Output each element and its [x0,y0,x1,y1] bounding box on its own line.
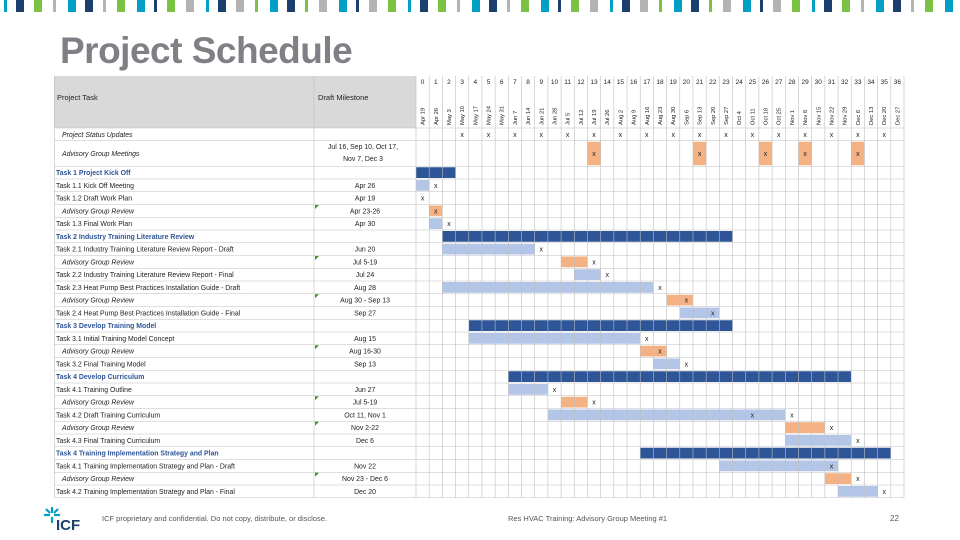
milestone-text: Apr 30 [354,221,376,229]
top-bar-segment [68,0,76,12]
milestone-x-mark: x [697,131,702,139]
top-bar-segment [824,0,832,12]
week-date: Jun 14 [526,107,533,125]
week-number: 13 [590,79,598,86]
top-bar-segment [541,0,549,12]
week-date: Sep 13 [697,106,704,125]
week-date: Aug 16 [644,106,651,125]
task-label: Task 4.1 Training Implementation Strategy and Plan - Draft [56,463,235,471]
top-bar-segment [842,0,850,12]
top-bar-segment [610,0,613,12]
milestone-x-mark: x [856,151,860,158]
top-bar-segment [925,0,933,12]
gantt-bar [719,461,838,472]
week-number: 34 [867,79,875,86]
milestone-x-mark: x [460,131,464,139]
task-label: Advisory Group Meetings [62,151,140,158]
milestone-x-mark: x [829,131,834,139]
top-bar-segment [255,0,258,12]
page-title: Project Schedule [60,30,353,71]
week-number: 2 [447,79,451,86]
milestone-x-mark: x [882,488,886,496]
week-number: 4 [473,79,478,86]
week-date: Oct 25 [776,107,783,125]
week-date: Oct 11 [750,108,757,125]
top-bar-segment [103,0,106,12]
week-date: May 31 [499,105,506,125]
week-number: 32 [841,79,849,86]
top-bar-segment [339,0,347,12]
project-schedule-gantt [54,76,904,496]
week-date: Dec 20 [882,106,889,125]
cell-comment-marker [315,294,319,298]
task-label: Task 1.2 Draft Work Plan [56,195,133,203]
week-date: Nov 1 [789,109,796,125]
week-number: 27 [775,79,783,86]
milestone-x-mark: x [539,131,544,139]
milestone-x-mark: x [803,151,807,158]
milestone-text: Aug 28 [354,284,376,292]
top-bar-segment [53,0,56,12]
header-milestone-column: Draft Milestone [318,93,369,102]
week-number: 19 [669,79,677,86]
week-number: 20 [682,79,690,86]
milestone-x-mark: x [790,412,794,420]
top-bar-segment [408,0,411,12]
milestone-text: Sep 13 [354,361,376,369]
week-number: 6 [499,79,504,86]
week-date: Aug 9 [631,109,638,125]
week-date: Jun 21 [539,107,546,125]
week-date: Nov 29 [842,106,849,125]
milestone-x-mark: x [856,131,860,139]
task-label: Task 4.2 Draft Training Curriculum [56,412,161,420]
task-label: Advisory Group Review [62,399,134,407]
week-date: Jul 26 [605,109,612,125]
milestone-text: Jul 5-19 [352,399,378,407]
task-label: Task 3 Develop Training Model [56,323,157,331]
week-date: May 10 [460,105,467,125]
milestone-x-mark: x [711,310,715,318]
week-number: 15 [616,79,625,86]
milestone-x-mark: x [605,272,609,280]
week-date: Jul 5 [565,112,572,125]
week-date: Nov 15 [816,106,823,125]
week-date: Sep 27 [723,106,730,125]
week-number: 12 [577,79,585,86]
cell-comment-marker [315,396,319,400]
milestone-text: Dec 6 [355,437,375,445]
milestone-x-mark: x [829,463,834,471]
week-date: Jun 7 [512,110,519,125]
top-bar-segment [186,0,194,12]
week-date: Jul 19 [592,109,599,125]
milestone-x-mark: x [592,259,596,267]
gantt-bar [429,218,442,229]
milestone-x-mark: x [750,412,755,420]
gantt-bar [508,384,548,395]
top-bar-segment [117,0,125,12]
top-bar-segment [743,0,751,12]
top-bar-segment [472,0,480,12]
week-date: Aug 2 [618,109,625,125]
top-bar-segment [622,0,630,12]
icf-logo [42,504,92,532]
week-number: 36 [893,79,902,86]
top-bar-segment [876,0,884,12]
top-bar-segment [270,0,278,12]
task-label: Task 1 Project Kick Off [56,170,131,178]
top-bar-segment [659,0,662,12]
week-number: 16 [630,79,638,86]
task-label: Task 1.3 Final Work Plan [56,221,133,229]
header-task-column: Project Task [57,93,98,102]
task-label: Task 4.2 Training Implementation Strategy and Plan - Final [56,488,235,496]
top-bar-segment [691,0,699,12]
page-number: 22 [890,514,899,523]
header-background [54,76,416,128]
task-label: Project Status Updates [62,131,133,139]
task-label: Advisory Group Review [62,348,134,356]
top-bar-segment [709,0,712,12]
top-bar-segment [34,0,42,12]
milestone-text: Apr 23-26 [349,208,381,216]
week-number: 7 [513,79,517,86]
top-bar-segment [945,0,953,12]
task-label: Task 2.2 Industry Training Literature Review Report - Final [56,272,234,280]
milestone-x-mark: x [671,131,675,139]
week-date: Jun 28 [552,107,559,125]
milestone-x-mark: x [724,131,728,139]
top-bar-segment [558,0,561,12]
milestone-text: Apr 26 [354,182,376,190]
task-label: Advisory Group Review [62,297,134,305]
week-date: Apr 19 [420,107,427,125]
top-bar-segment [489,0,497,12]
gantt-bar [416,167,456,178]
gantt-bar [640,448,891,459]
top-bar-segment [369,0,377,12]
week-number: 11 [564,79,572,86]
milestone-text: Dec 20 [354,488,376,496]
week-number: 8 [526,79,530,86]
gantt-bar [785,422,825,433]
milestone-x-mark: x [829,425,834,433]
top-bar-segment [236,0,244,12]
week-date: May 24 [486,105,493,125]
top-bar-segment [812,0,815,12]
milestone-text: Aug 16-30 [349,348,381,356]
week-date: Dec 6 [855,109,862,125]
week-date: Dec 27 [895,106,902,125]
milestone-x-mark: x [803,131,807,139]
milestone-x-mark: x [658,284,662,292]
task-label: Task 1.1 Kick Off Meeting [56,182,134,190]
top-bar-segment [319,0,327,12]
week-number: 35 [880,79,888,86]
week-date: Sep 6 [684,109,691,125]
task-label: Task 3.2 Final Training Model [56,361,146,369]
logo-text: ICF [56,517,81,534]
task-label: Task 2 Industry Training Literature Review [56,233,195,241]
task-label: Task 4.1 Training Outline [56,386,132,394]
week-number: 31 [827,79,836,86]
week-date: Oct 18 [763,107,770,125]
task-label: Advisory Group Review [62,476,134,484]
week-number: 23 [722,79,730,86]
decorative-top-bar [0,0,960,12]
top-bar-segment [287,0,295,12]
milestone-text: Nov 2-22 [351,425,379,433]
week-number: 33 [854,79,862,86]
top-bar-segment [218,0,226,12]
top-bar-segment [137,0,145,12]
week-date: Aug 30 [671,106,678,125]
footer-confidential: ICF proprietary and confidential. Do not copy, distribute, or disclose. [102,514,327,523]
week-number: 0 [420,79,425,86]
milestone-text: Apr 19 [354,195,376,203]
week-date: Apr 26 [433,107,440,125]
milestone-x-mark: x [513,131,517,139]
week-number: 29 [801,79,809,86]
week-number: 30 [814,79,822,86]
milestone-x-mark: x [592,399,596,407]
milestone-x-mark: x [645,335,649,343]
week-number: 22 [709,79,717,86]
cell-comment-marker [315,205,319,209]
milestone-text: Jun 27 [354,386,376,394]
week-date: Sep 20 [710,106,717,125]
milestone-x-mark: x [486,131,491,139]
week-number: 9 [539,79,544,86]
week-number: 5 [486,79,491,86]
milestone-x-mark: x [776,131,781,139]
milestone-text: Nov 22 [354,463,376,471]
top-bar-segment [438,0,446,12]
gantt-bar [469,333,640,344]
milestone-text: Oct 11, Nov 1 [344,412,386,420]
top-bar-segment [16,0,24,12]
task-label: Task 2.4 Heat Pump Best Practices Installation Guide - Final [56,310,241,318]
task-label: Task 2.1 Industry Training Literature Review Report - Draft [56,246,234,254]
milestone-x-mark: x [763,151,768,158]
milestone-x-mark: x [684,361,689,369]
milestone-x-mark: x [552,386,557,394]
week-number: 28 [788,79,796,86]
cell-comment-marker [315,345,319,349]
top-bar-segment [85,0,93,12]
week-date: Aug 23 [658,106,664,125]
top-bar-segment [893,0,901,12]
top-bar-segment [571,0,579,12]
milestone-text: Sep 27 [354,310,376,318]
milestone-text: Nov 7, Dec 3 [343,155,383,163]
top-bar-segment [723,0,731,12]
milestone-text: Jul 24 [355,272,375,280]
task-label: Advisory Group Review [62,259,134,267]
milestone-x-mark: x [856,476,860,484]
top-bar-segment [590,0,598,12]
week-date: Nov 22 [829,106,836,125]
cell-comment-marker [315,422,319,426]
week-number: 24 [735,79,743,86]
task-label: Advisory Group Review [62,425,134,433]
cell-comment-marker [315,256,319,260]
week-number: 21 [695,79,704,86]
milestone-x-mark: x [434,208,438,216]
top-bar-segment [420,0,428,12]
top-bar-segment [792,0,800,12]
top-bar-segment [674,0,682,12]
milestone-x-mark: x [684,297,689,305]
top-bar-segment [154,0,157,12]
milestone-x-mark: x [645,131,649,139]
week-number: 1 [433,79,438,86]
milestone-x-mark: x [882,131,886,139]
week-date: May 3 [446,109,453,125]
top-bar-segment [305,0,308,12]
task-label: Task 4 Develop Curriculum [56,374,145,382]
milestone-x-mark: x [592,151,596,158]
milestone-text: Aug 30 - Sep 13 [340,297,390,305]
gantt-bar [785,435,851,446]
week-date: Jul 12 [578,109,585,125]
top-bar-segment [911,0,914,12]
milestone-x-mark: x [856,437,860,445]
milestone-x-mark: x [658,348,662,356]
week-number: 18 [656,79,664,86]
milestone-x-mark: x [434,182,438,190]
task-label: Task 4 Training Implementation Strategy and Plan [56,450,219,458]
top-bar-segment [507,0,510,12]
milestone-text: Jun 20 [354,246,376,254]
task-label: Task 4.3 Final Training Curriculum [56,437,161,445]
gantt-bar [442,244,534,255]
week-date: Nov 8 [803,109,810,125]
week-date: Dec 13 [869,106,876,125]
top-bar-segment [760,0,763,12]
top-bar-segment [861,0,864,12]
week-number: 14 [603,79,611,86]
milestone-x-mark: x [697,151,702,158]
top-bar-segment [388,0,396,12]
milestone-x-mark: x [565,131,570,139]
week-date: Oct 4 [737,111,744,125]
top-bar-segment [4,0,7,12]
top-bar-segment [521,0,529,12]
top-bar-segment [773,0,781,12]
top-bar-segment [167,0,175,12]
milestone-text: Aug 15 [354,335,376,343]
milestone-text: Nov 23 - Dec 6 [342,476,388,484]
footer-meeting-title: Res HVAC Training: Advisory Group Meeting #1 [508,514,668,523]
week-number: 3 [460,79,464,86]
milestone-x-mark: x [447,221,451,229]
top-bar-segment [206,0,209,12]
task-label: Task 2.3 Heat Pump Best Practices Installation Guide - Draft [56,284,241,292]
top-bar-segment [457,0,460,12]
milestone-x-mark: x [539,246,544,254]
week-number: 26 [761,79,770,86]
milestone-text: Jul 16, Sep 10, Oct 17, [327,143,399,151]
week-number: 17 [643,79,651,86]
task-label: Task 3.1 Initial Training Model Concept [56,335,175,343]
task-label: Advisory Group Review [62,208,134,216]
milestone-x-mark: x [750,131,755,139]
week-date: May 17 [473,105,480,125]
milestone-x-mark: x [592,131,596,139]
milestone-x-mark: x [420,195,425,203]
milestone-text: Jul 5-19 [352,259,378,267]
top-bar-segment [640,0,648,12]
top-bar-segment [356,0,359,12]
week-number: 25 [748,79,756,86]
gantt-bar [416,180,429,191]
cell-comment-marker [315,473,319,477]
milestone-x-mark: x [618,131,623,139]
week-number: 10 [550,79,559,86]
gantt-bar [838,486,878,497]
